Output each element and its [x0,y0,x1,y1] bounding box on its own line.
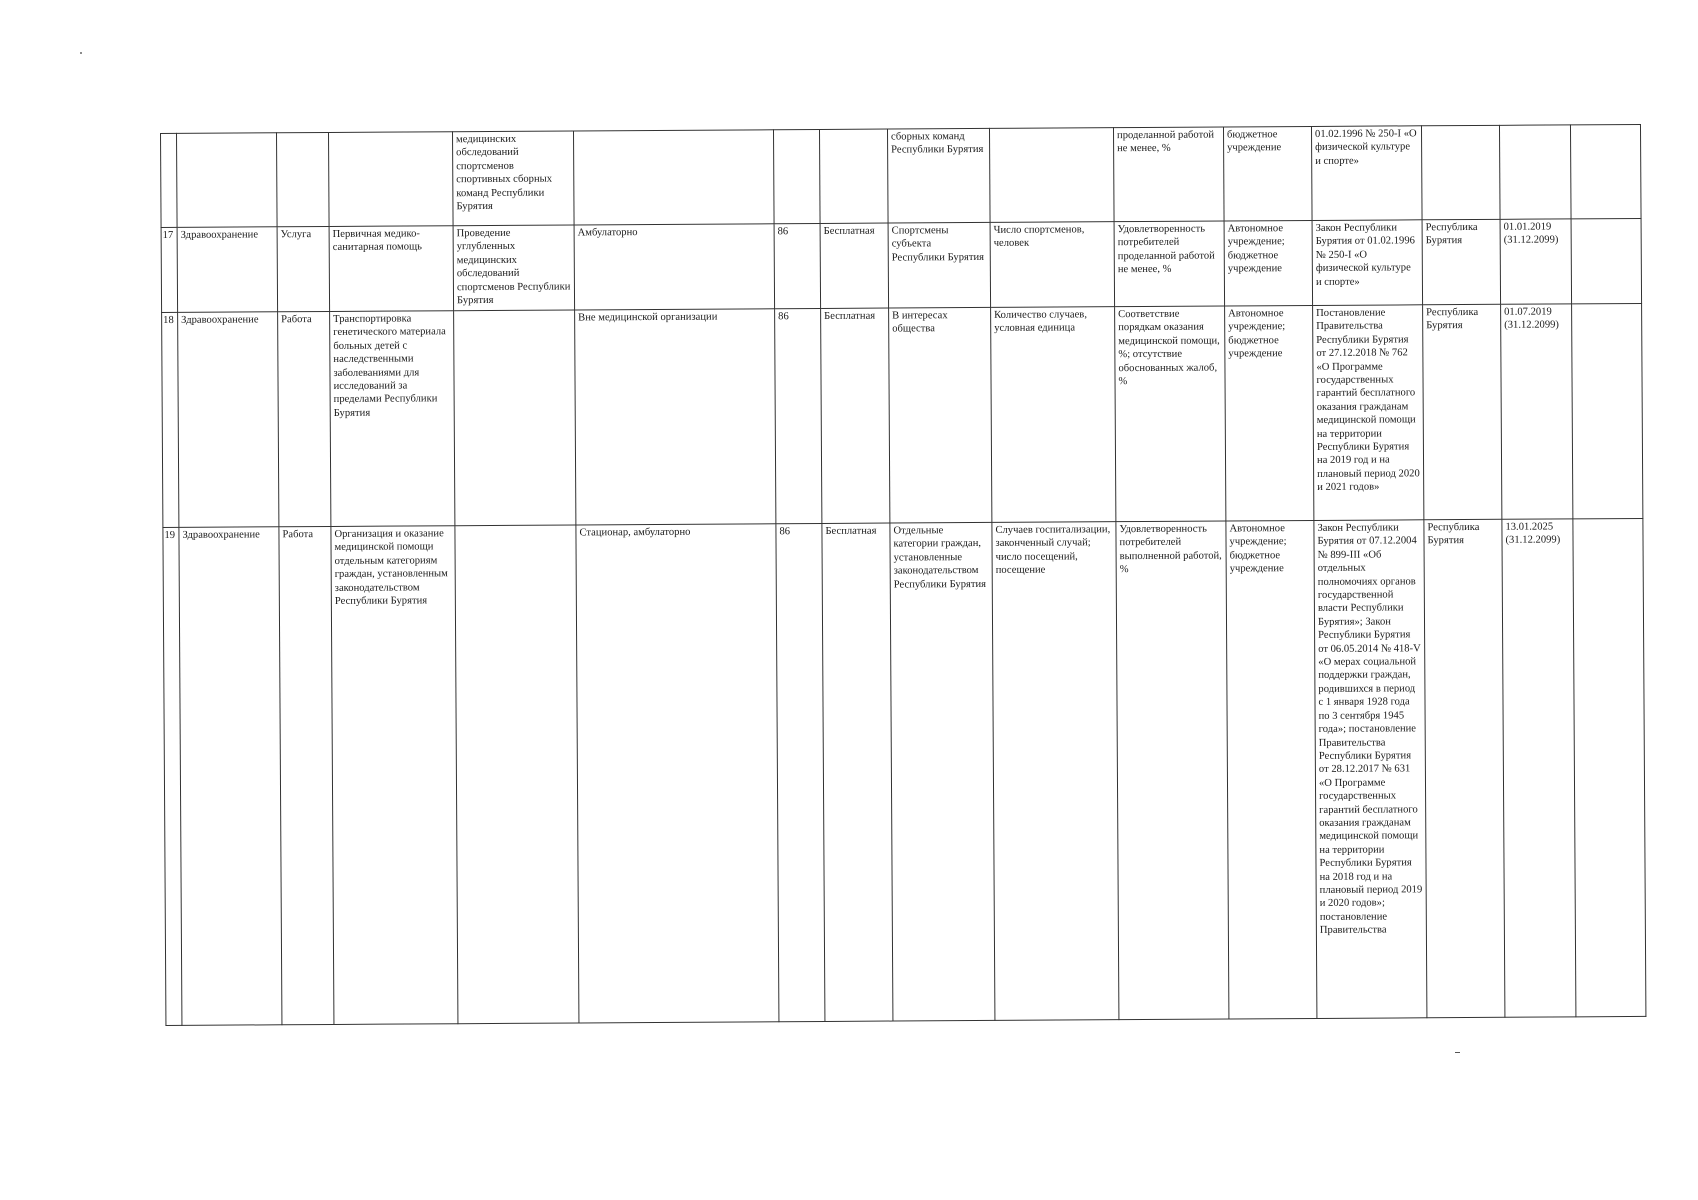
payment-cell: Бесплатная [821,308,890,523]
type-cell: Услуга [277,226,330,311]
authority-cell: Республика Бурятия [1424,519,1505,1017]
payment-cell: Бесплатная [820,223,889,308]
scan-speck [80,52,82,54]
extra-cell [1570,124,1641,218]
extra-cell [1573,518,1646,1016]
consumers-cell: В интересах общества [889,307,992,523]
quality-cell: проделанной работой не менее, % [1113,127,1224,222]
type-cell: Работа [279,526,334,1024]
extra-cell [1571,218,1642,303]
dates-cell [1499,125,1571,219]
institution-cell: Автономное учреждение; бюджетное учреждение [1224,220,1313,306]
name-cell [328,132,453,227]
legal-basis-cell: Закон Республики Бурятия от 07.12.2004 № 899-III «Об отдельных полномочиях органов государственной власти Республики Бурятия»; Закон Республики Бурятия от 06.05.2014 № 418-V «О мерах социальной поддержки граждан, родившихся в период с 1 января 1928 года по 3 сентября 1945 года»; постановление Правительства Республики Бурятия от 28.12.2017 № 631 «О Программе государственных гарантий бесплатного оказания гражданам медицинской помощи на территории Республики Бурятия на 2018 год и на плановый период 2019 и 2020 годов»; постановление Правительства [1314,520,1427,1019]
type-cell [277,132,330,226]
quality-cell: Соответствие порядкам оказания медицинской помощи, %; отсутствие обоснованных жалоб, % [1115,306,1226,522]
consumers-cell: сборных команд Республики Бурятия [887,128,990,223]
institution-cell: Автономное учреждение; бюджетное учреждение [1226,520,1317,1019]
code-cell: 86 [775,308,822,523]
sphere-cell: Здравоохранение [178,312,279,528]
institution-cell: Автономное учреждение; бюджетное учреждение [1225,305,1314,521]
institution-cell: бюджетное учреждение [1223,126,1312,221]
consumers-cell: Отдельные категории граждан, установленные законодательством Республики Бурятия [890,522,995,1021]
name-cell: Транспортировка генетического материала больных детей с наследственными заболеваниями для исследований за пределами Республики Бурятия [330,311,455,527]
conditions-cell: Амбулаторно [574,224,775,310]
sphere-cell: Здравоохранение [179,527,282,1026]
table-row [162,303,1643,527]
services-table [160,124,1646,1026]
authority-cell: Республика Бурятия [1422,219,1501,304]
legal-basis-cell: 01.02.1996 № 250-I «О физической культуре и спорте» [1311,126,1422,221]
content-cell: Проведение углубленных медицинских обследований спортсменов Республики Бурятия [453,225,575,311]
row-number [161,133,178,227]
authority-cell [1421,125,1500,219]
sphere-cell: Здравоохранение [177,227,278,313]
legal-basis-cell: Закон Республики Бурятия от 01.02.1996 № 250-I «О физической культуре и спорте» [1312,220,1423,306]
code-cell: 86 [776,523,825,1021]
conditions-cell: Вне медицинской организации [575,309,776,525]
authority-cell: Республика Бурятия [1423,304,1502,519]
conditions-cell: Стационар, амбулаторно [576,524,779,1023]
quality-cell: Удовлетворенность потребителей проделанной работой не менее, % [1114,221,1225,307]
code-cell [773,129,820,223]
table-row [163,518,1646,1025]
conditions-cell [573,130,774,225]
sphere-cell [177,133,278,228]
volume-cell: Число спортсменов, человек [990,222,1115,308]
row-number: 17 [161,227,178,312]
type-cell: Работа [278,311,331,526]
payment-cell: Бесплатная [822,523,893,1021]
dates-cell: 13.01.2025 (31.12.2099) [1502,519,1576,1017]
services-table-fragment [160,124,1646,1038]
payment-cell [819,129,888,223]
dates-cell: 01.01.2019 (31.12.2099) [1500,219,1572,304]
volume-cell: Количество случаев, условная единица [991,307,1116,523]
name-cell: Организация и оказание медицинской помощи отдельным категориям граждан, установленным законодательством Республики Бурятия [331,526,458,1025]
row-number: 18 [162,312,179,527]
code-cell: 86 [774,223,821,308]
content-cell [455,525,579,1024]
volume-cell [989,128,1114,223]
extra-cell [1572,303,1643,518]
legal-basis-cell: Постановление Правительства Республики Бурятия от 27.12.2018 № 762 «О Программе государственных гарантий бесплатного оказания гражданам медицинской помощи на территории Республики Бурятия на 2019 год и на плановый период 2020 и 2021 годов» [1313,305,1424,521]
consumers-cell: Спортсмены субъекта Республики Бурятия [888,222,991,308]
scan-mark [1455,1052,1460,1053]
name-cell: Первичная медико-санитарная помощь [329,226,454,312]
table-row [161,218,1641,312]
volume-cell: Случаев госпитализации, законченный случай; число посещений, посещение [992,522,1119,1021]
table-row [161,124,1642,227]
content-cell: медицинских обследований спортсменов спортивных сборных команд Республики Бурятия [452,131,574,226]
dates-cell: 01.07.2019 (31.12.2099) [1501,304,1573,519]
content-cell [454,310,576,526]
row-number: 19 [163,527,182,1025]
quality-cell: Удовлетворенность потребителей выполненной работой, % [1116,521,1229,1020]
